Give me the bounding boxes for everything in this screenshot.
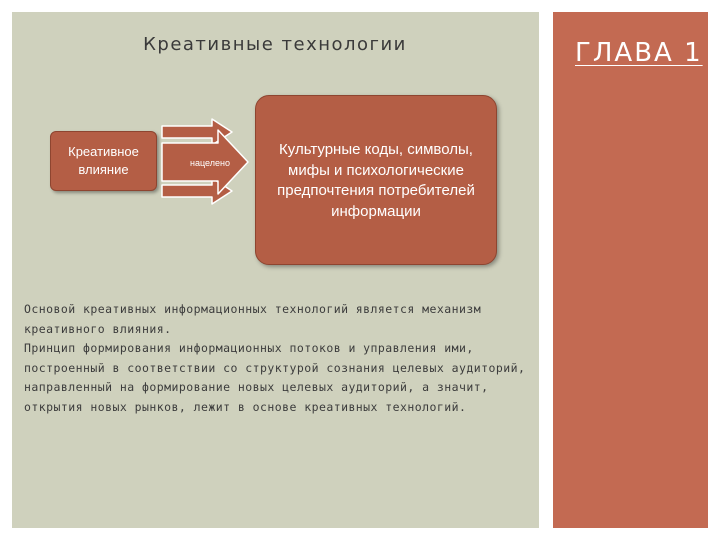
content-panel — [12, 12, 539, 528]
source-box — [50, 131, 157, 191]
target-box — [255, 95, 497, 265]
slide-title: Креативные технологии — [143, 34, 407, 55]
source-box-label: Креативное влияние — [68, 144, 139, 177]
target-box-label: Культурные коды, символы, мифы и психологические предпочтения потребителей информации — [277, 141, 475, 220]
paragraph-2: Принцип формирования информационных потоков и управления ими, построенный в соответствии со структурой сознания целевых аудиторий, направленный на формирование новых целевых аудиторий, а значит, открытия новых рынков, лежит в основе креативных технологий. — [24, 341, 526, 414]
chapter-side-panel — [553, 12, 708, 528]
arrow-label: нацелено — [190, 158, 230, 168]
paragraph-1: Основой креативных информационных технологий является механизм креативного влияния. — [24, 302, 482, 336]
chapter-heading: ГЛАВА 1 — [575, 38, 703, 68]
body-text — [24, 300, 534, 417]
